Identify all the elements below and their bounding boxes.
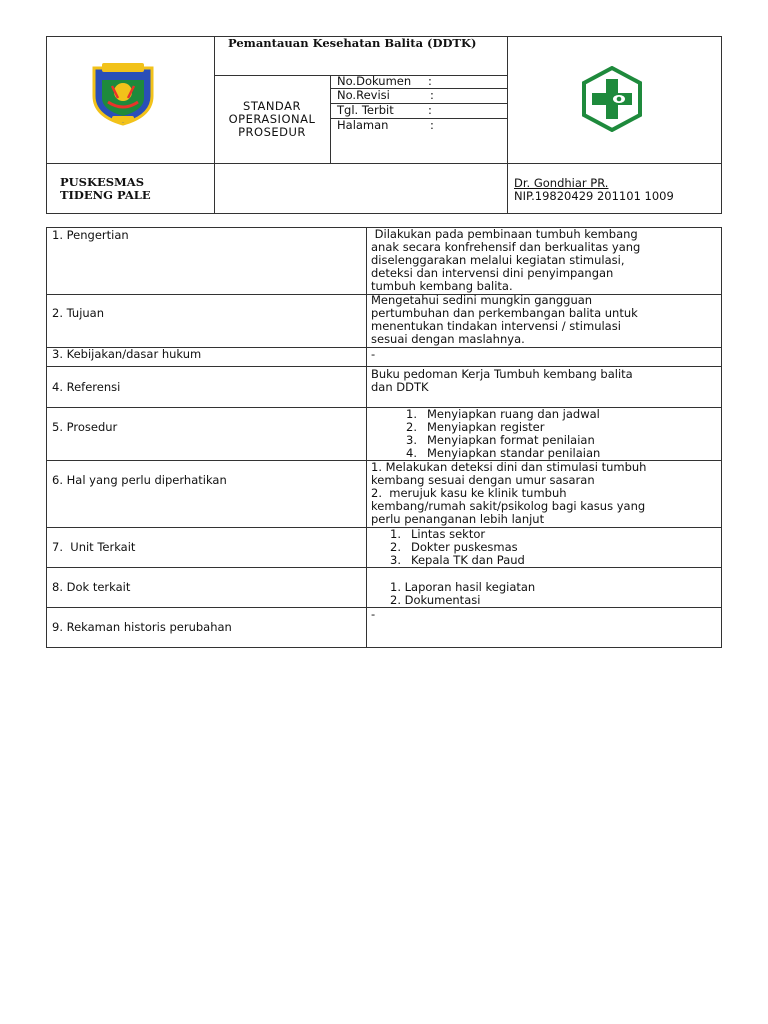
row-label: 8. Dok terkait: [52, 580, 131, 594]
regional-emblem-logo: [88, 58, 158, 128]
meta-halaman-label: Halaman: [337, 118, 389, 132]
content-line: Mengetahui sedini mungkin gangguan: [371, 293, 593, 307]
row-content: [371, 368, 633, 394]
row-content: -: [371, 347, 376, 361]
list-item-text: Menyiapkan standar penilaian: [427, 446, 601, 460]
content-line: 2. merujuk kasu ke klinik tumbuh: [371, 486, 567, 500]
list-item: 1. Lintas sektor: [390, 527, 486, 541]
org-line: PUSKESMAS: [60, 175, 145, 189]
meta-no-revisi-label: No.Revisi: [337, 88, 390, 102]
list-item-text: Menyiapkan ruang dan jadwal: [427, 407, 600, 421]
content-line: 1. Laporan hasil kegiatan: [390, 580, 536, 594]
row-label: 3. Kebijakan/dasar hukum: [52, 347, 202, 361]
content-line: deteksi dan intervensi dini penyimpangan: [371, 266, 614, 280]
row-content: [371, 228, 640, 293]
list-item: 2. Dokter puskesmas: [390, 540, 518, 554]
meta-no-dokumen-sep: :: [428, 74, 432, 88]
list-item-text: Dokter puskesmas: [411, 540, 518, 554]
row-label: 9. Rekaman historis perubahan: [52, 620, 232, 634]
content-line: 1. Melakukan deteksi dini dan stimulasi tumbuh: [371, 460, 647, 474]
puskesmas-logo: [580, 66, 644, 132]
row-label: 4. Referensi: [52, 380, 121, 394]
content-line: sesuai dengan maslahnya.: [371, 332, 525, 346]
content-line: perlu penanganan lebih lanjut: [371, 512, 545, 526]
content-line: 2. Dokumentasi: [390, 593, 481, 607]
list-item-text: Kepala TK dan Paud: [411, 553, 525, 567]
meta-no-dokumen-label: No.Dokumen: [337, 74, 412, 88]
content-line: anak secara konfrehensif dan berkualitas yang: [371, 240, 641, 254]
row-label: 2. Tujuan: [52, 306, 105, 320]
row-content: [371, 461, 646, 526]
list-item: 4. Menyiapkan standar penilaian: [406, 446, 601, 460]
sop-label-line: OPERASIONAL: [228, 112, 316, 126]
content-line: diselenggarakan melalui kegiatan stimulasi,: [371, 253, 625, 267]
sop-label-line: PROSEDUR: [238, 125, 306, 139]
list-item: 3. Menyiapkan format penilaian: [406, 433, 595, 447]
content-line: dan DDTK: [371, 380, 429, 394]
meta-tgl-terbit-sep: :: [428, 103, 432, 117]
row-label: 1. Pengertian: [52, 228, 129, 242]
organization-name: [60, 176, 151, 202]
list-item-text: Lintas sektor: [411, 527, 486, 541]
content-line: pertumbuhan dan perkembangan balita untuk: [371, 306, 638, 320]
content-line: Dilakukan pada pembinaan tumbuh kembang: [371, 227, 638, 241]
meta-tgl-terbit-label: Tgl. Terbit: [337, 103, 394, 117]
list-item: 1. Menyiapkan ruang dan jadwal: [406, 407, 600, 421]
row-content: -: [371, 607, 376, 621]
row-content: [390, 581, 535, 607]
content-line: menentukan tindakan intervensi / stimulasi: [371, 319, 621, 333]
signer-name: Dr. Gondhiar PR.: [514, 176, 609, 190]
document-title: Pemantauan Kesehatan Balita (DDTK): [228, 36, 477, 50]
content-line: kembang sesuai dengan umur sasaran: [371, 473, 595, 487]
list-item: 3. Kepala TK dan Paud: [390, 553, 525, 567]
list-item: 2. Menyiapkan register: [406, 420, 545, 434]
row-content: [371, 294, 638, 346]
meta-no-revisi-sep: :: [430, 88, 434, 102]
row-label: 5. Prosedur: [52, 420, 118, 434]
row-label: 7. Unit Terkait: [52, 540, 136, 554]
org-line: TIDENG PALE: [60, 188, 151, 202]
sop-label: [214, 100, 330, 139]
signer-nip: NIP.19820429 201101 1009: [514, 189, 674, 203]
unit-list: [371, 528, 525, 567]
row-label: 6. Hal yang perlu diperhatikan: [52, 473, 227, 487]
content-line: kembang/rumah sakit/psikolog bagi kasus yang: [371, 499, 646, 513]
content-line: tumbuh kembang balita.: [371, 279, 513, 293]
meta-halaman-sep: :: [430, 118, 434, 132]
content-line: Buku pedoman Kerja Tumbuh kembang balita: [371, 367, 633, 381]
list-item-text: Menyiapkan register: [427, 420, 545, 434]
sop-label-line: STANDAR: [243, 99, 301, 113]
list-item-text: Menyiapkan format penilaian: [427, 433, 595, 447]
procedure-list: [371, 408, 600, 460]
